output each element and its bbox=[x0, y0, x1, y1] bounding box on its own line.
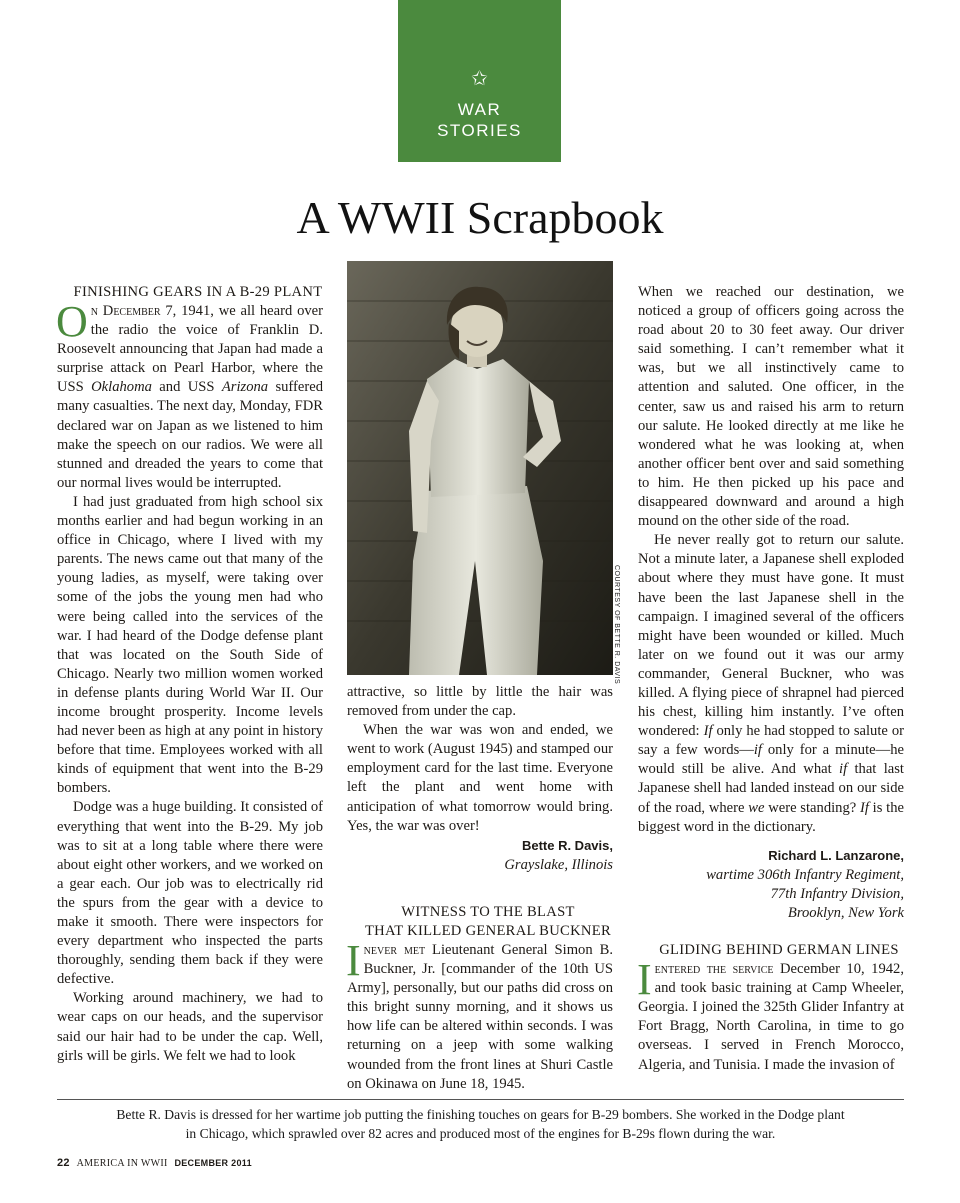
issue-date: DECEMBER 2011 bbox=[174, 1158, 252, 1168]
section-tab bbox=[398, 0, 561, 162]
story2-heading-line-2: THAT KILLED GENERAL BUCKNER bbox=[364, 922, 612, 939]
story3-heading: GLIDING BEHIND GERMAN LINES bbox=[659, 942, 899, 959]
story2-signature: Richard L. Lanzarone, bbox=[768, 847, 904, 863]
caption-divider bbox=[57, 1099, 904, 1100]
magazine-name: AMERICA IN WWII bbox=[76, 1158, 168, 1169]
dropcap: I bbox=[637, 955, 652, 1005]
story2-paragraph-1: Inever met Lieutenant General Simon B. Buckner, Jr. [commander of the 10th US Army], personally, but our paths did cross on this bright sunny morning, and it shows us how life can be altered within seconds. I was returning on a jeep with some walking wounded from the front lines at Shuri Castle on Okinawa on June 18, 1945. bbox=[346, 935, 613, 1092]
story1-signature: Bette R. Davis, bbox=[521, 837, 613, 853]
story1-paragraph-2: I had just graduated from high school six months earlier and had begun working in an office in Chicago, where I lived with my parents. The news came out that many of the young ladies, as myself, were taking over some of the jobs the young men had who were being called into the services of the war. I had heard of the Dodge defense plant that was located on the South Side of Chicago. Nearly two million women worked in defense plants during World War II. Our income brought prosperity. Income levels had never been as high at any point in history before that time. Employees worked with all kinds of equipment that went into the B-29 bombers. bbox=[57, 493, 323, 797]
column-3 bbox=[638, 283, 904, 1075]
story1-location: Grayslake, Illinois bbox=[504, 856, 613, 873]
story2-heading-line-1: WITNESS TO THE BLAST bbox=[401, 903, 575, 920]
page-title: A WWII Scrapbook bbox=[296, 192, 664, 243]
star-icon: ✩ bbox=[471, 66, 488, 90]
spacer bbox=[638, 837, 904, 846]
photo-caption: Bette R. Davis is dressed for her wartime job putting the finishing touches on gears for B-29 bombers. She worked in the Dodge plant in Chicago, which sprawled over 82 acres and produced most of the engines for B-29s flown during the war. bbox=[116, 1107, 845, 1141]
story1-heading: FINISHING GEARS IN A B-29 PLANT bbox=[73, 284, 323, 300]
story1-paragraph-4: Working around machinery, we had to wear caps on our heads, and the supervisor said our hair had to be under the cap. Well, girls will be girls. We felt we had to look bbox=[57, 990, 323, 1064]
spacer bbox=[638, 923, 904, 941]
column-2 bbox=[347, 683, 613, 1094]
story1-paragraph-3: Dodge was a huge building. It consisted of everything that went into the B-29. My job was to sit at a long table where there were about eight other workers, and we worked on a gear each. Our job was to electrically rid the spurs from the gear with a device to make it smooth. There were inspectors for every department who inspected the parts thoroughly, sending them back if they were defective. bbox=[57, 799, 323, 988]
story3-paragraph-1: Ientered the service December 10, 1942, and took basic training at Camp Wheeler, Georgia. I joined the 325th Glider Infantry at Fort Bragg, North Carolina, in time to go overseas. I served in French Morocco, Algeria, and Tunisia. I made the invasion of bbox=[637, 955, 905, 1073]
photo-bette-davis bbox=[347, 261, 613, 675]
column-1 bbox=[57, 283, 323, 1066]
story1-paragraph-5: When the war was won and ended, we went to work (August 1945) and stamped our employment card for the last time. Everyone left the plant and went home with anticipation of what tomorrow would bring. Yes, the war was over! bbox=[347, 722, 613, 834]
section-label: WAR STORIES bbox=[437, 100, 522, 140]
story2-unit-line-2: 77th Infantry Division, bbox=[770, 885, 904, 902]
story2-paragraph-1-continued: When we reached our destination, we noticed a group of officers going across the road about 20 to 30 feet away. Our driver said something. I can’t remember what it was, but we all instinctively came to attention and saluted. One officer, in the center, saw us and raised his arm to return our salute. He looked directly at me like he wondered what he was looking at, when another officer bent over and said something to him. He then picked up his pace and disappeared downward and around a high mound on the other side of the road. bbox=[638, 284, 904, 530]
dropcap: I bbox=[346, 935, 361, 985]
story2-unit-line-1: wartime 306th Infantry Regiment, bbox=[706, 866, 904, 883]
story2-location: Brooklyn, New York bbox=[787, 905, 904, 921]
page-footer bbox=[57, 1157, 252, 1169]
story1-paragraph-1: On December 7, 1941, we all heard over the radio the voice of Franklin D. Roosevelt announcing that Japan had made a surprise attack on Pearl Harbor, where the USS Oklahoma and USS Arizona suffered many casualties. The next day, Monday, FDR declared war on Japan as we listened to him make the speech on our radios. We were all stunned and dreaded the years to come that our normal lives would be interrupted. bbox=[56, 297, 323, 491]
photo-illustration bbox=[347, 261, 613, 675]
page-number: 22 bbox=[57, 1157, 70, 1169]
story2-paragraph-2: He never really got to return our salute. Not a minute later, a Japanese shell exploded about where they must have gone. It must have been the last Japanese shell in the campaign. I imagined several of the officers might have been wounded or killed. Much later on we found out it was our army commander, General Buckner, who was killed. A flying piece of shrapnel had pierced his chest, killing him instantly. I’ve often wondered: If only he had stopped to salute or say a few words—if only for a minute—he would still be alive. And what if that last Japanese shell had landed instead on our side of the road, where we were standing? If is the biggest word in the dictionary. bbox=[638, 532, 905, 835]
story1-paragraph-4-continued: attractive, so little by little the hair was removed from under the cap. bbox=[347, 684, 613, 720]
dropcap: O bbox=[56, 297, 88, 346]
spacer bbox=[347, 875, 613, 903]
photo-credit: COURTESY OF BETTE R. DAVIS bbox=[613, 565, 620, 685]
